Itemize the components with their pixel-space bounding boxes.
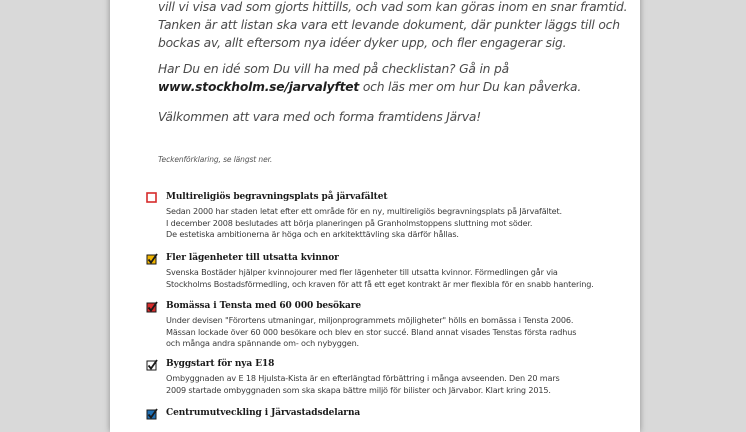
item-title: Fler lägenheter till utsatta kvinnor bbox=[166, 253, 339, 263]
checklist-item bbox=[146, 407, 606, 420]
checked-checkbox-icon bbox=[146, 408, 157, 419]
intro-paragraph-1 bbox=[158, 0, 628, 52]
item-line: Stockholms Bostadsförmedling, och kraven för att få ett eget kontrakt är mer flexibla för en snabb hantering. bbox=[166, 278, 594, 289]
checked-checkbox-icon bbox=[146, 301, 157, 312]
intro-paragraph-3: Välkommen att vara med och forma framtidens Järva! bbox=[158, 110, 482, 124]
item-description bbox=[146, 206, 606, 241]
item-title: Centrumutveckling i Järvastadsdelarna bbox=[166, 408, 361, 418]
website-link[interactable]: www.stockholm.se/jarvalyftet bbox=[158, 80, 360, 94]
item-line: De estetiska ambitionerna är höga och en arkitekttävling ska därför hållas. bbox=[166, 229, 459, 240]
item-line: Mässan lockade över 60 000 besökare och blev en stor succé. Bland annat visades Tenstas första radhus bbox=[166, 326, 577, 337]
item-line: I december 2008 beslutades att börja planeringen på Granholmstoppens sluttning mot söder. bbox=[166, 217, 533, 228]
item-line: Sedan 2000 har staden letat efter ett område för en ny, multireligiös begravningsplats på Järvafältet. bbox=[166, 206, 562, 216]
checklist-item bbox=[146, 252, 606, 290]
intro-line: och läs mer om hur Du kan påverka. bbox=[359, 80, 582, 94]
checked-checkbox-icon bbox=[146, 359, 157, 370]
intro-line: Tanken är att listan ska vara ett levande dokument, där punkter läggs till och bbox=[158, 18, 620, 32]
document-page bbox=[110, 0, 640, 432]
legend-note: Teckenförklaring, se längst ner. bbox=[158, 155, 273, 164]
intro-line: bockas av, allt eftersom nya idéer dyker upp, och fler engagerar sig. bbox=[158, 36, 567, 50]
item-description bbox=[146, 267, 606, 290]
checklist-item bbox=[146, 300, 606, 350]
item-description bbox=[146, 315, 606, 350]
checklist-item bbox=[146, 191, 606, 241]
empty-checkbox-icon bbox=[146, 192, 157, 203]
item-line: Ombyggnaden av E 18 Hjulsta-Kista är en efterlängtad förbättring i många avseenden. Den 20 mars bbox=[166, 373, 560, 383]
item-line: Under devisen "Förortens utmaningar, miljonprogrammets möjligheter" hölls en bomässa i Tensta 2006. bbox=[166, 315, 574, 325]
intro-line: vill vi visa vad som gjorts hittills, och vad som kan göras inom en snar framtid. bbox=[158, 0, 628, 14]
checklist-item bbox=[146, 358, 606, 396]
item-description bbox=[146, 373, 606, 396]
intro-line: Har Du en idé som Du vill ha med på checklistan? Gå in på bbox=[158, 62, 509, 76]
intro-paragraph-2 bbox=[158, 60, 628, 96]
item-title: Byggstart för nya E18 bbox=[166, 359, 275, 369]
item-title: Bomässa i Tensta med 60 000 besökare bbox=[166, 301, 362, 311]
checked-checkbox-icon bbox=[146, 253, 157, 264]
item-line: Svenska Bostäder hjälper kvinnojourer med fler lägenheter till utsatta kvinnor. Förmedlingen går via bbox=[166, 267, 558, 277]
item-title: Multireligiös begravningsplats på järvafältet bbox=[166, 192, 388, 202]
item-line: 2009 startade ombyggnaden som ska skapa bättre miljö för bilister och Järvabor. Klart kring 2015. bbox=[166, 384, 551, 395]
item-line: och många andra spännande om- och nybyggen. bbox=[166, 338, 359, 349]
